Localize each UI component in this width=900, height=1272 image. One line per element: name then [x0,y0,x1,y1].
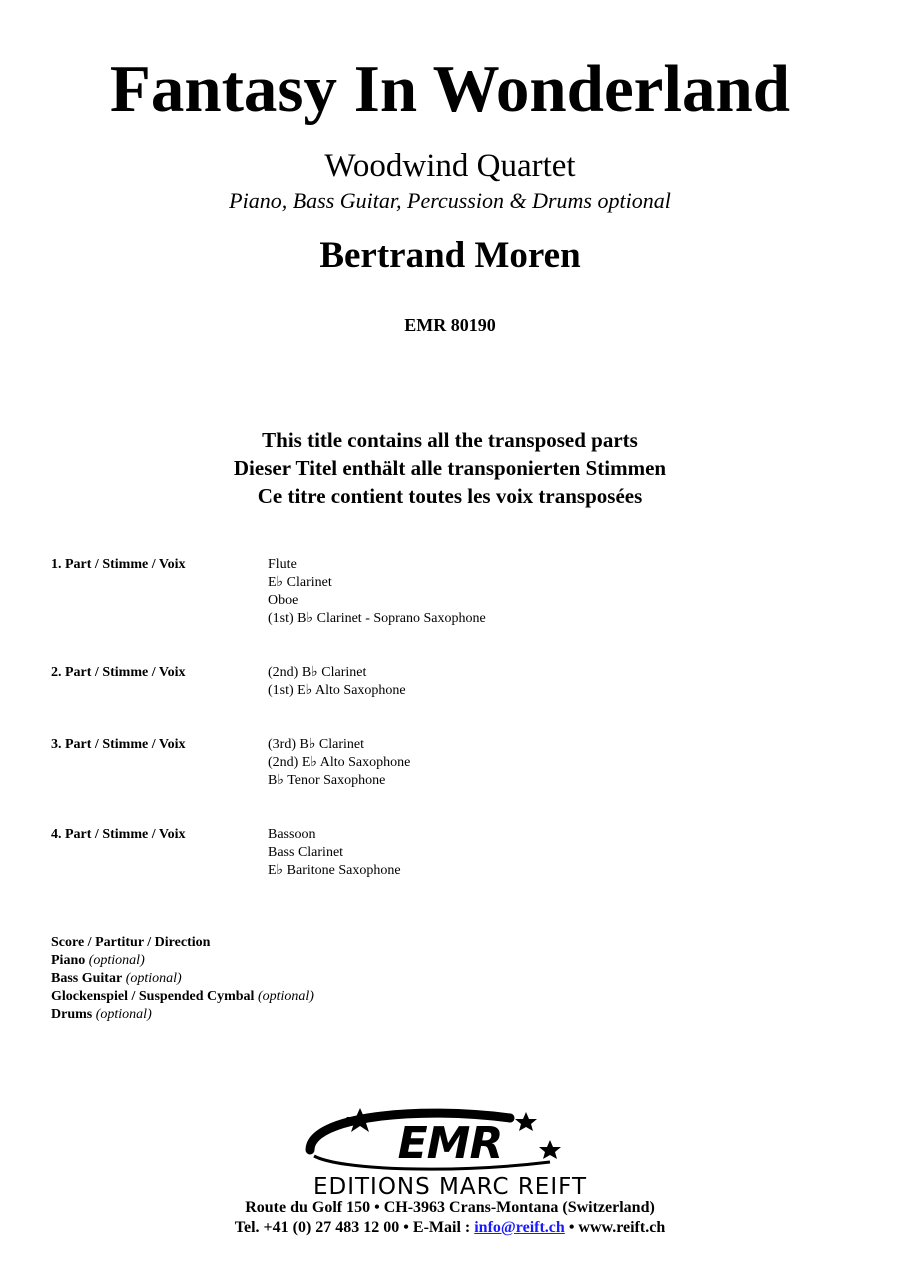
transposed-notice-fr: Ce titre contient toutes les voix transposées [257,484,643,508]
extra-item: Bass Guitar (optional) [51,971,182,986]
part-4-label: 4. Part / Stimme / Voix [51,827,186,842]
score-title: Fantasy In Wonderland [109,52,791,126]
catalog-number: EMR 80190 [404,315,496,335]
emr-logo [300,1104,600,1178]
part-4-instruments [268,826,401,880]
instrument-item: E♭ Clarinet [268,575,332,590]
contact-web: • www.reift.ch [564,1219,666,1236]
transposed-notice-en: This title contains all the transposed parts [262,428,638,452]
publisher-name: EDITIONS MARC REIFT [312,1174,588,1200]
email-link[interactable]: info@reift.ch [474,1219,565,1236]
instrument-item: (2nd) E♭ Alto Saxophone [268,755,411,770]
emr-logo-text: EMR [397,1118,503,1169]
instrument-item: Flute [268,557,297,572]
instrument-item: (1st) B♭ Clarinet - Soprano Saxophone [268,611,486,626]
extra-item: Glockenspiel / Suspended Cymbal (optional) [51,989,314,1004]
instrument-item: (1st) E♭ Alto Saxophone [268,683,406,698]
ensemble-subtitle: Woodwind Quartet [324,148,576,184]
contact-tel: Tel. +41 (0) 27 483 12 00 • E-Mail : [234,1219,475,1236]
instrument-item: (3rd) B♭ Clarinet [268,737,365,752]
instrumentation-note: Piano, Bass Guitar, Percussion & Drums optional [229,188,671,213]
part-1-instruments [268,556,486,628]
instrument-item: B♭ Tenor Saxophone [268,773,386,788]
part-3-label: 3. Part / Stimme / Voix [51,737,186,752]
extra-item: Drums (optional) [51,1007,152,1022]
publisher-address: Route du Golf 150 • CH-3963 Crans-Montana (Switzerland) [245,1199,655,1216]
part-3-instruments [268,736,410,790]
instrument-item: Bassoon [268,827,316,842]
additional-parts [51,934,314,1024]
transposed-notice [0,426,900,510]
composer-name: Bertrand Moren [319,235,581,276]
instrument-item: Bass Clarinet [268,845,344,860]
publisher-contact [0,1218,900,1238]
part-2-instruments [268,664,406,700]
instrument-item: E♭ Baritone Saxophone [268,863,401,878]
part-2-label: 2. Part / Stimme / Voix [51,665,186,680]
extra-item: Piano (optional) [51,953,145,968]
extra-item: Score / Partitur / Direction [51,935,211,950]
part-1-label: 1. Part / Stimme / Voix [51,557,186,572]
instrument-item: Oboe [268,593,299,608]
instrument-item: (2nd) B♭ Clarinet [268,665,367,680]
transposed-notice-de: Dieser Titel enthält alle transponierten Stimmen [233,456,667,480]
